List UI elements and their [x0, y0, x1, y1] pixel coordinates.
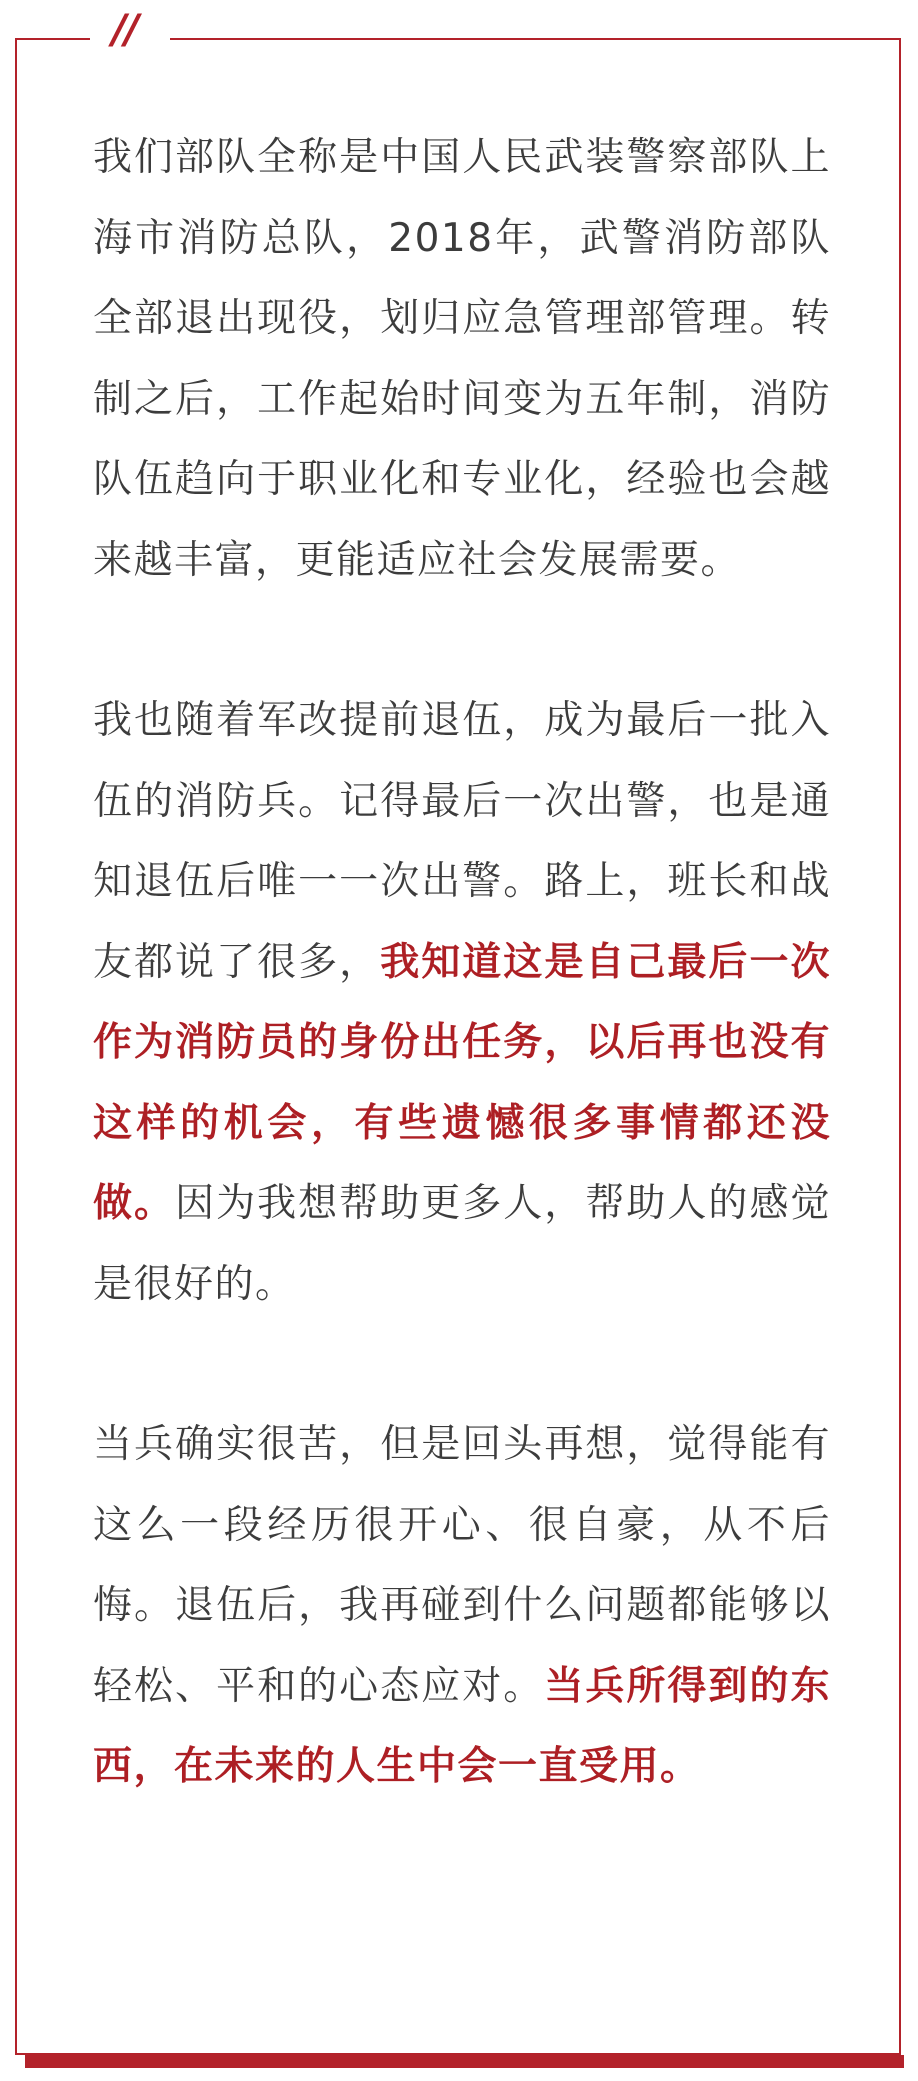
- paragraph-3: [93, 1405, 831, 1808]
- article-body: [93, 118, 831, 1808]
- highlighted-text: 我知道这是自己最后一次作为消防员的身份出任务，以后再也没有这样的机会，有些遗憾很多事情都还没做。: [93, 939, 831, 1226]
- paragraph-text: 当兵确实很苦，但是回头再想，觉得能有这么一段经历很开心、很自豪，从不后悔。退伍后，我再碰到什么问题都能够以轻松、平和的心态应对。: [93, 1422, 831, 1709]
- paragraph-text: 我也随着军改提前退伍，成为最后一批入伍的消防兵。记得最后一次出警，也是通知退伍后唯一一次出警。路上，班长和战友都说了很多，: [93, 698, 831, 985]
- paragraph-text: 我们部队全称是中国人民武装警察部队上海市消防总队，2018年，武警消防部队全部退出现役，划归应急管理部管理。转制之后，工作起始时间变为五年制，消防队伍趋向于职业化和专业化，经验也会越来越丰富，更能适应社会发展需要。: [93, 135, 831, 583]
- paragraph-text: 因为我想帮助更多人，帮助人的感觉是很好的。: [93, 1181, 831, 1307]
- slash-mark-icon: //: [112, 7, 138, 53]
- paragraph-1: [93, 118, 831, 601]
- highlighted-text: 当兵所得到的东西，在未来的人生中会一直受用。: [93, 1663, 831, 1789]
- paragraph-2: [93, 681, 831, 1325]
- bottom-accent-bar: [25, 2055, 904, 2068]
